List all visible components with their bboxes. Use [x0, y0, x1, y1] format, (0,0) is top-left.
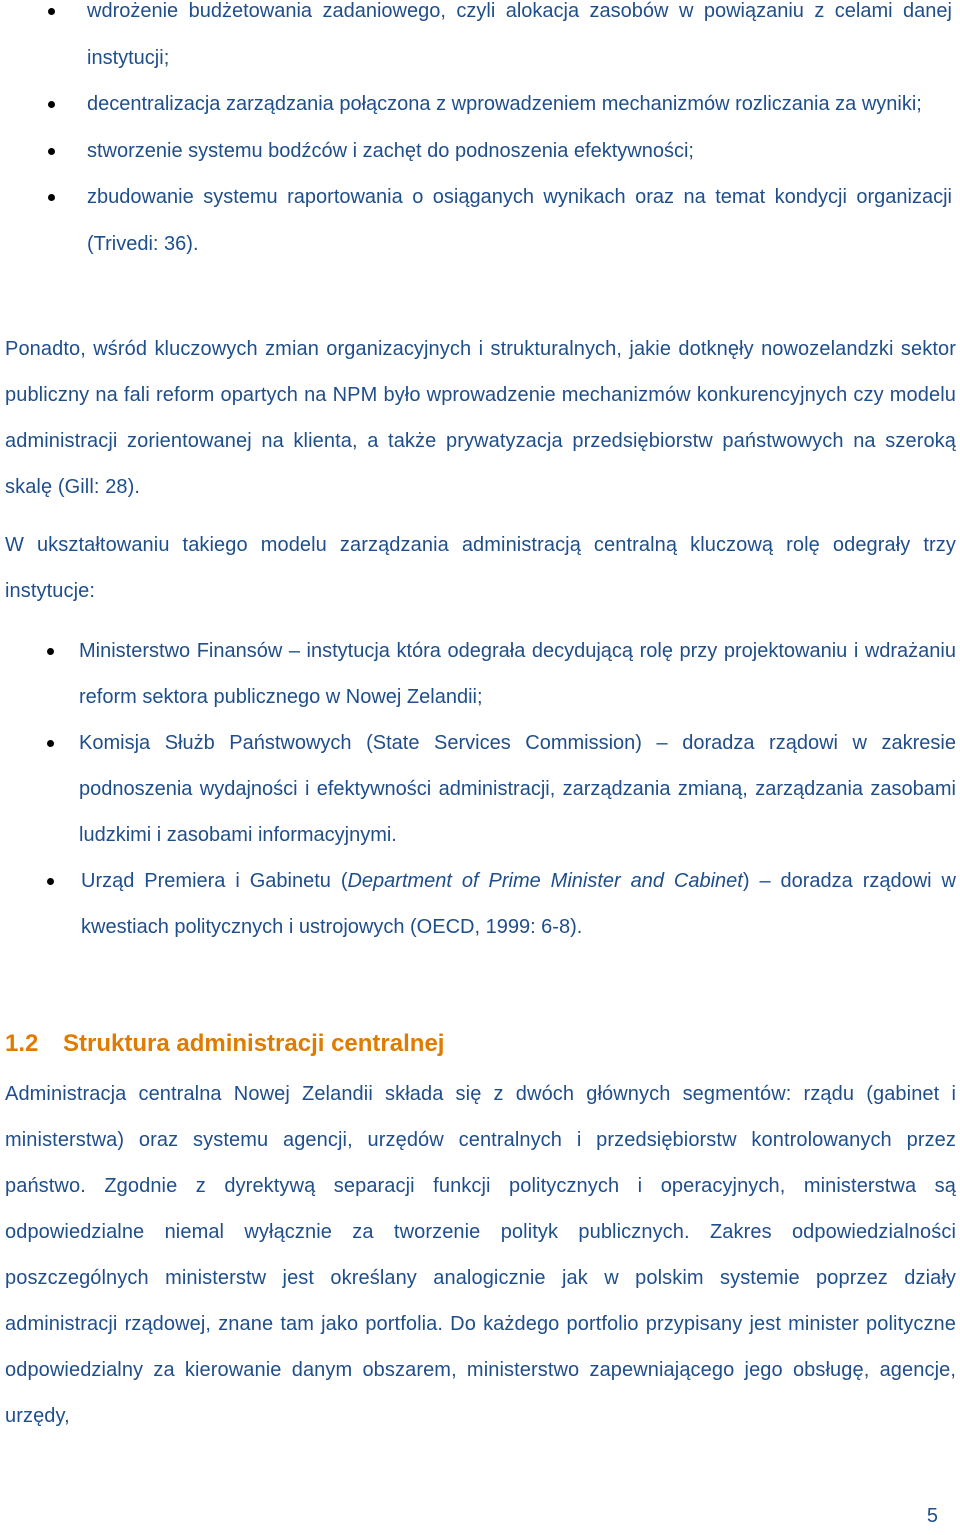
list-item-text: Komisja Służb Państwowych (State Services Commission) – doradza rządowi w zakresie podnoszenia wydajności i efektywności administracji, zarządzania zmianą, zarządzania zasobami ludzkimi i zasobami informacyjnymi. — [79, 732, 956, 846]
list-item-text-end: ) – doradza rządowi w kwestiach politycznych i ustrojowych (OECD, 1999: 6-8). — [81, 870, 956, 938]
paragraph-central-administration: Administracja centralna Nowej Zelandii składa się z dwóch głównych segmentów: rządu (gabinet i ministerstwa) oraz systemu agencji, urzędów centralnych i przedsiębiorstw kontrolowanych przez państwo. Zgodnie z dyrektywą separacji funkcji politycznych i operacyjnych, ministerstwa są odpowiedzialne niemal wyłącznie za tworzenie polityk publicznych. Zakres odpowiedzialności poszczególnych ministerstw jest określany analogicznie jak w polskim systemie poprzez działy administracji rządowej, znane tam jako portfolia. Do każdego portfolio przypisany jest minister polityczne odpowiedzialny za kierowanie danym obszarem, ministerstwo zapewniającego jego obsługę, agencje, urzędy, — [5, 1083, 956, 1427]
list-item-text: Ministerstwo Finansów – instytucja która odegrała decydującą rolę przy projektowaniu i wdrażaniu reform sektora publicznego w Nowej Zelandii; — [79, 640, 956, 708]
section-heading — [5, 1022, 444, 1066]
bullet-icon — [47, 740, 54, 747]
list-item-state-services-commission — [79, 720, 956, 858]
list-item — [87, 174, 952, 267]
bullet-icon — [47, 878, 54, 885]
page-number: 5 — [926, 1505, 938, 1527]
list-item-text: zbudowanie systemu raportowania o osiąganych wynikach oraz na temat kondycji organizacji (Trivedi: 36). — [87, 186, 952, 255]
list-item-text: stworzenie systemu bodźców i zachęt do podnoszenia efektywności; — [87, 139, 694, 162]
bullet-icon — [48, 148, 55, 155]
bullet-icon — [48, 194, 55, 201]
bullet-icon — [48, 101, 55, 108]
list-item-text-start: Urząd Premiera i Gabinetu ( — [81, 870, 348, 892]
section-title: Struktura administracji centralnej — [63, 1030, 445, 1057]
list-item-prime-minister-department — [79, 858, 956, 950]
paragraph-institutions-intro: W ukształtowaniu takiego modelu zarządzania administracją centralną kluczową rolę odegrały trzy instytucje: — [5, 534, 956, 602]
list-item-ministry-of-finance — [79, 628, 956, 720]
paragraph-structural-changes: Ponadto, wśród kluczowych zmian organizacyjnych i strukturalnych, jakie dotknęły nowozelandzki sektor publiczny na fali reform opartych na NPM było wprowadzenie mechanizmów konkurencyjnych czy modelu administracji zorientowanej na klienta, a także prywatyzacja przedsiębiorstw państwowych na szeroką skalę (Gill: 28). — [5, 338, 956, 498]
bullet-icon — [47, 648, 54, 655]
list-item — [87, 81, 952, 128]
institutions-list — [79, 628, 956, 950]
list-item — [87, 0, 952, 81]
bullet-icon — [48, 8, 55, 15]
list-item-text-italic: Department of Prime Minister and Cabinet — [347, 870, 743, 892]
list-item-text: decentralizacja zarządzania połączona z wprowadzeniem mechanizmów rozliczania za wyniki; — [87, 93, 922, 115]
section-number: 1.2 — [5, 1030, 39, 1057]
reform-measures-list — [87, 0, 952, 267]
list-item-text: wdrożenie budżetowania zadaniowego, czyli alokacja zasobów w powiązaniu z celami danej instytucji; — [87, 0, 952, 69]
list-item — [87, 128, 952, 175]
